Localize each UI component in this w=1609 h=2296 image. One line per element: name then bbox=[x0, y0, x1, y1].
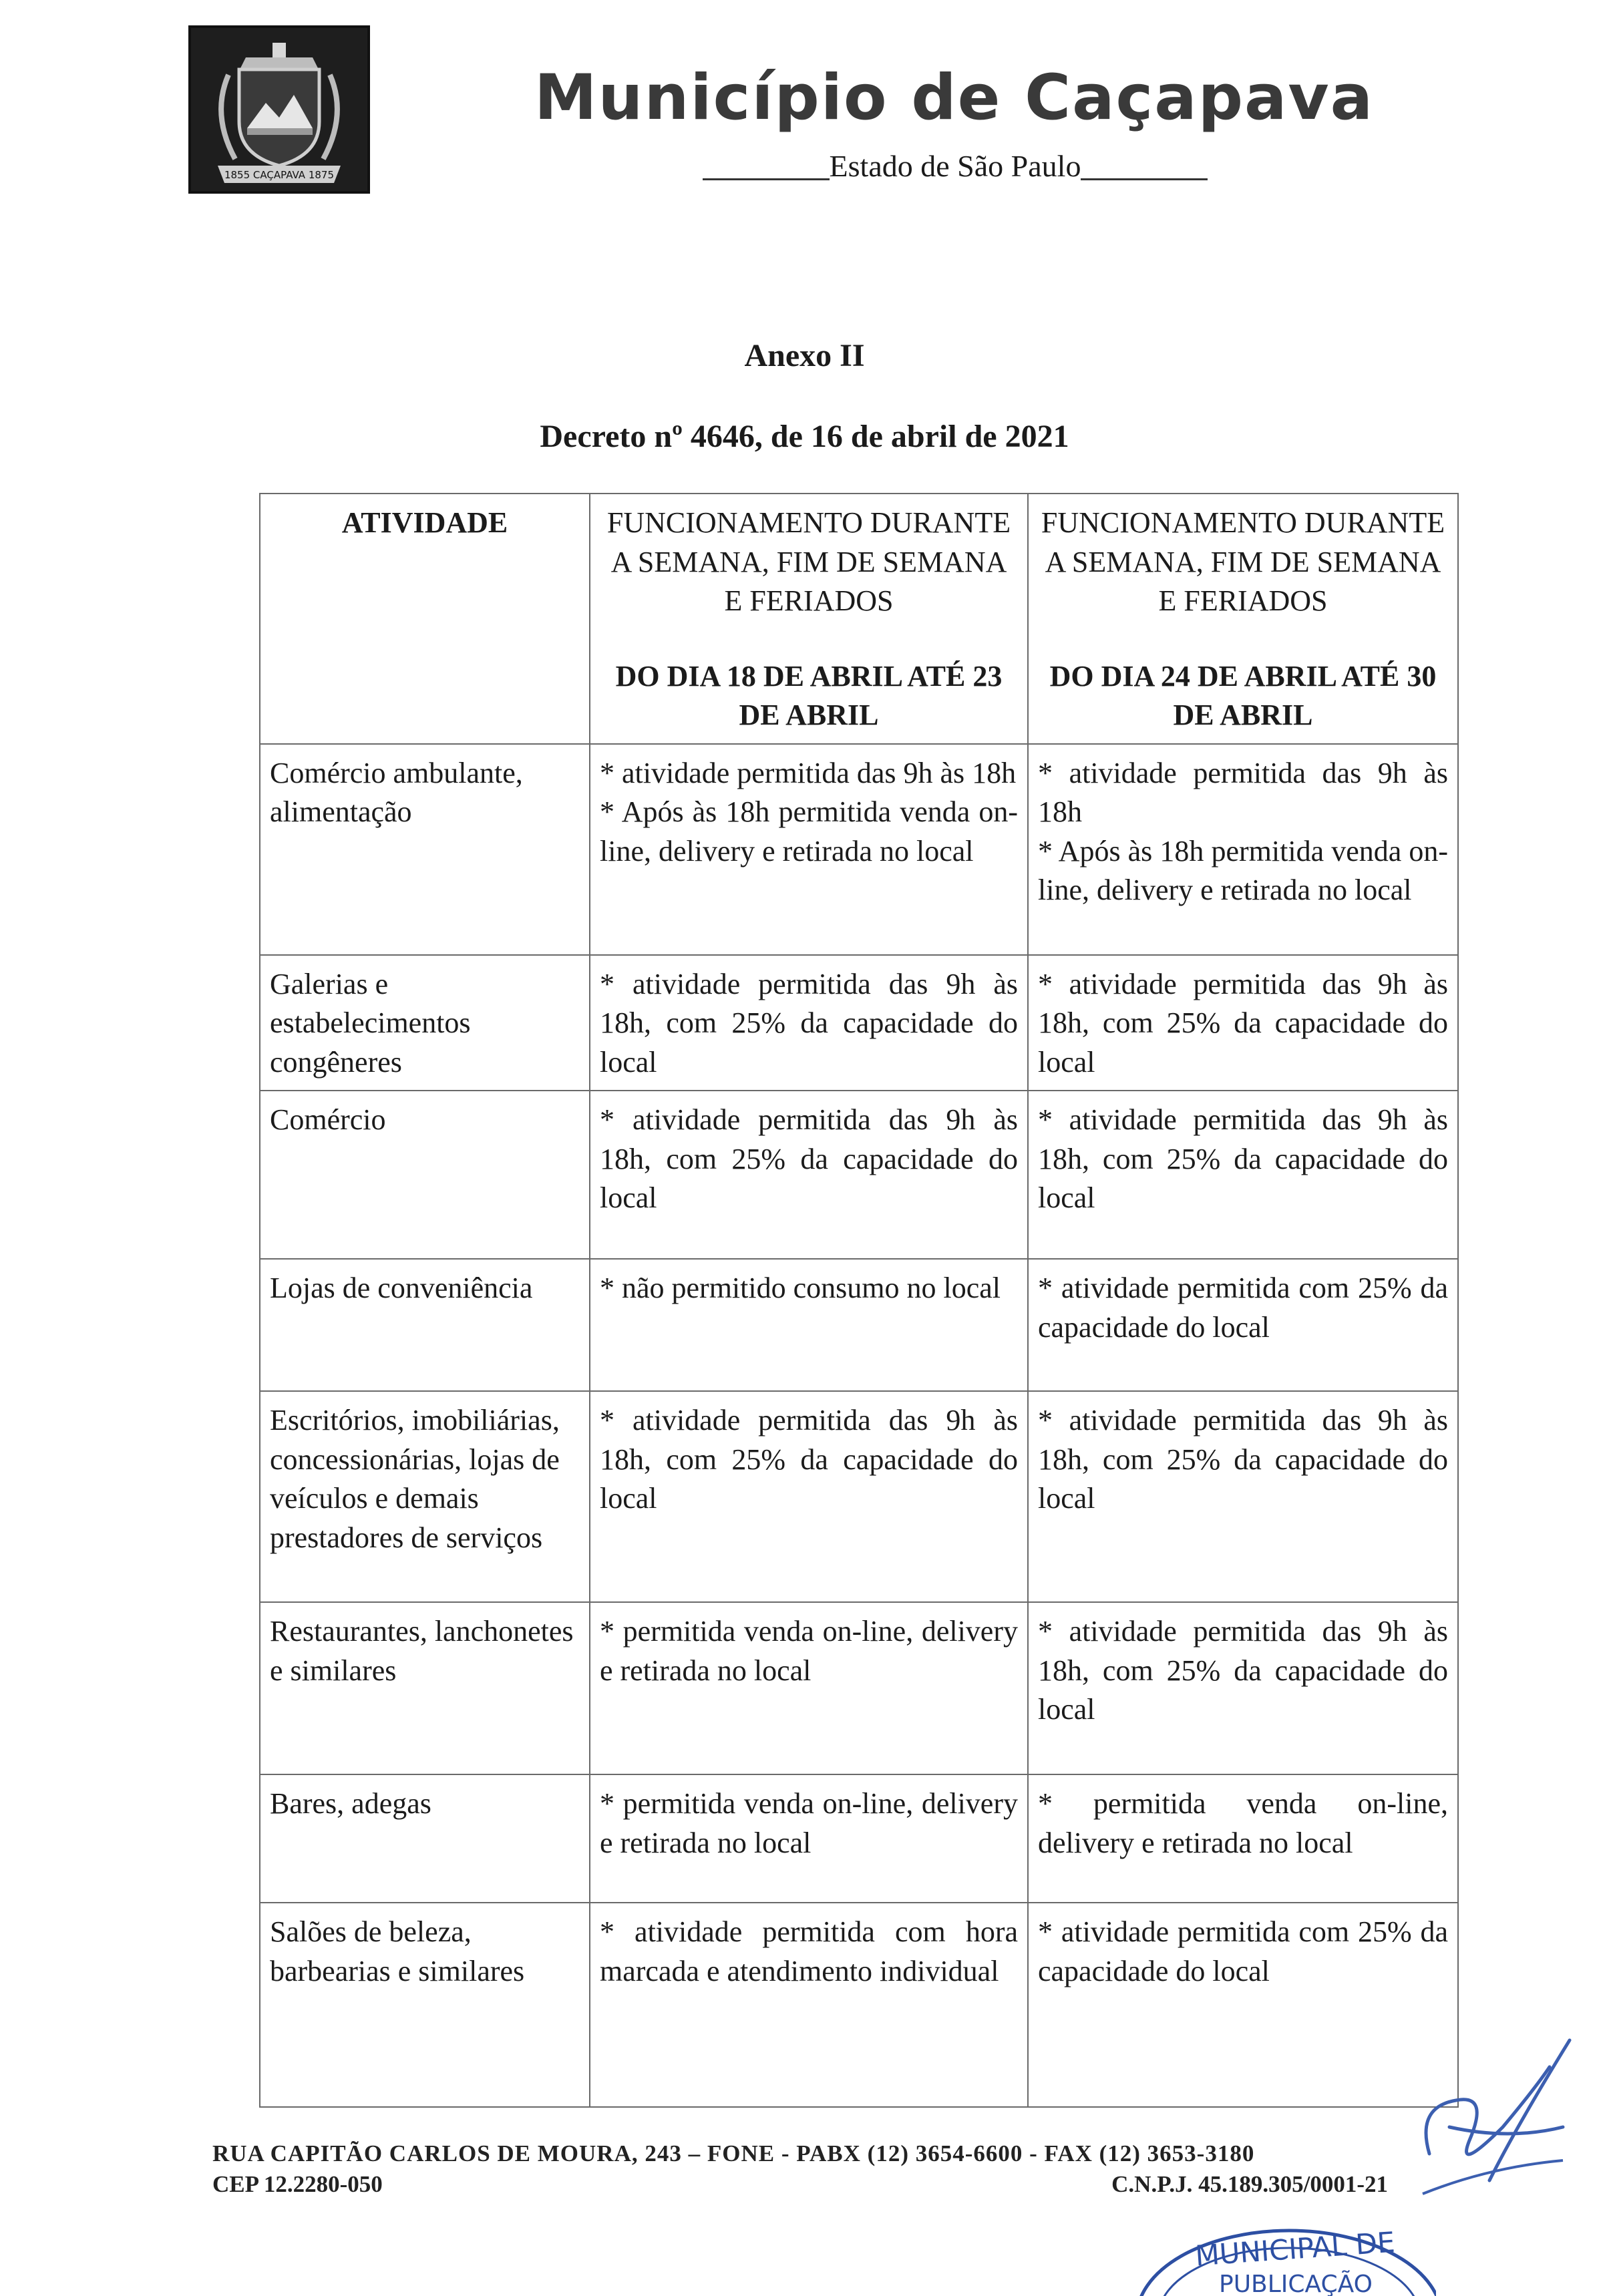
header-period-1-title: FUNCIONAMENTO DURANTE A SEMANA, FIM DE SEMANA E FERIADOS bbox=[606, 506, 1011, 618]
footer bbox=[212, 2140, 1388, 2198]
row-period-1: * atividade permitida com hora marcada e atendimento individual bbox=[590, 1903, 1028, 2107]
table-row bbox=[260, 955, 1458, 1091]
table-row bbox=[260, 1391, 1458, 1602]
footer-address: RUA CAPITÃO CARLOS DE MOURA, 243 – FONE - PABX (12) 3654-6600 - FAX (12) 3653-3180 bbox=[212, 2140, 1255, 2166]
subtitle-right-rule bbox=[1081, 178, 1208, 180]
row-period-2: * atividade permitida com 25% da capacidade do local bbox=[1028, 1903, 1458, 2107]
row-activity: Comércio bbox=[260, 1091, 590, 1259]
decree-heading: Decreto nº 4646, de 16 de abril de 2021 bbox=[540, 419, 1069, 454]
publication-stamp-icon bbox=[1129, 2217, 1436, 2296]
municipality-title: Município de Caçapava bbox=[534, 61, 1375, 134]
table-row bbox=[260, 1774, 1458, 1903]
table-header-row bbox=[260, 494, 1458, 744]
footer-cep: CEP 12.2280-050 bbox=[212, 2171, 383, 2197]
footer-cnpj: C.N.P.J. 45.189.305/0001-21 bbox=[1111, 2171, 1388, 2197]
header-period-2-range: DO DIA 24 DE ABRIL ATÉ 30 DE ABRIL bbox=[1049, 659, 1437, 732]
row-activity: Comércio ambulante, alimentação bbox=[260, 744, 590, 955]
row-activity: Restaurantes, lanchonetes e similares bbox=[260, 1602, 590, 1774]
header-period-2 bbox=[1028, 494, 1458, 744]
row-period-2: * atividade permitida das 9h às 18h, com 25% da capacidade do local bbox=[1028, 955, 1458, 1091]
row-period-1: * não permitido consumo no local bbox=[590, 1259, 1028, 1391]
row-activity: Bares, adegas bbox=[260, 1774, 590, 1903]
row-activity: Galerias e estabelecimentos congêneres bbox=[260, 955, 590, 1091]
row-activity: Salões de beleza, barbearias e similares bbox=[260, 1903, 590, 2107]
subtitle-left-rule bbox=[703, 178, 830, 180]
header-period-1-range: DO DIA 18 DE ABRIL ATÉ 23 DE ABRIL bbox=[615, 659, 1003, 732]
table-row bbox=[260, 1602, 1458, 1774]
row-period-2: * atividade permitida das 9h às 18h, com 25% da capacidade do local bbox=[1028, 1091, 1458, 1259]
annex-heading: Anexo II bbox=[744, 338, 865, 373]
row-period-1: * permitida venda on-line, delivery e retirada no local bbox=[590, 1774, 1028, 1903]
row-period-1: * permitida venda on-line, delivery e retirada no local bbox=[590, 1602, 1028, 1774]
row-period-1: * atividade permitida das 9h às 18h * Após às 18h permitida venda on-line, delivery e retirada no local bbox=[590, 744, 1028, 955]
row-period-2: * atividade permitida com 25% da capacidade do local bbox=[1028, 1259, 1458, 1391]
table-row bbox=[260, 1259, 1458, 1391]
activities-table bbox=[259, 493, 1459, 2108]
row-period-1: * atividade permitida das 9h às 18h, com 25% da capacidade do local bbox=[590, 955, 1028, 1091]
row-period-2: * permitida venda on-line, delivery e retirada no local bbox=[1028, 1774, 1458, 1903]
state-subtitle-text: Estado de São Paulo bbox=[829, 149, 1081, 183]
row-activity: Lojas de conveniência bbox=[260, 1259, 590, 1391]
row-period-2: * atividade permitida das 9h às 18h, com 25% da capacidade do local bbox=[1028, 1602, 1458, 1774]
table-row bbox=[260, 1091, 1458, 1259]
row-period-1: * atividade permitida das 9h às 18h, com 25% da capacidade do local bbox=[590, 1391, 1028, 1602]
row-period-2: * atividade permitida das 9h às 18h * Após às 18h permitida venda on-line, delivery e retirada no local bbox=[1028, 744, 1458, 955]
municipal-coat-of-arms-icon bbox=[188, 25, 370, 194]
row-period-2: * atividade permitida das 9h às 18h, com 25% da capacidade do local bbox=[1028, 1391, 1458, 1602]
header-period-2-title: FUNCIONAMENTO DURANTE A SEMANA, FIM DE SEMANA E FERIADOS bbox=[1041, 506, 1445, 618]
table-row bbox=[260, 744, 1458, 955]
header-activity: ATIVIDADE bbox=[260, 494, 590, 744]
table-row bbox=[260, 1903, 1458, 2107]
state-subtitle bbox=[661, 148, 1249, 184]
stamp-text-2: PUBLICAÇÃO bbox=[1218, 2271, 1373, 2296]
footer-line-2 bbox=[212, 2171, 1388, 2198]
header-period-1 bbox=[590, 494, 1028, 744]
stamp-text: MUNICIPAL DE bbox=[1194, 2225, 1397, 2273]
row-activity: Escritórios, imobiliárias, concessionárias, lojas de veículos e demais prestadores de serviços bbox=[260, 1391, 590, 1602]
svg-text:1855 CAÇAPAVA 1875: 1855 CAÇAPAVA 1875 bbox=[224, 169, 335, 181]
row-period-1: * atividade permitida das 9h às 18h, com 25% da capacidade do local bbox=[590, 1091, 1028, 1259]
signature-icon bbox=[1409, 2027, 1576, 2214]
coat-of-arms-drawing bbox=[191, 28, 367, 191]
